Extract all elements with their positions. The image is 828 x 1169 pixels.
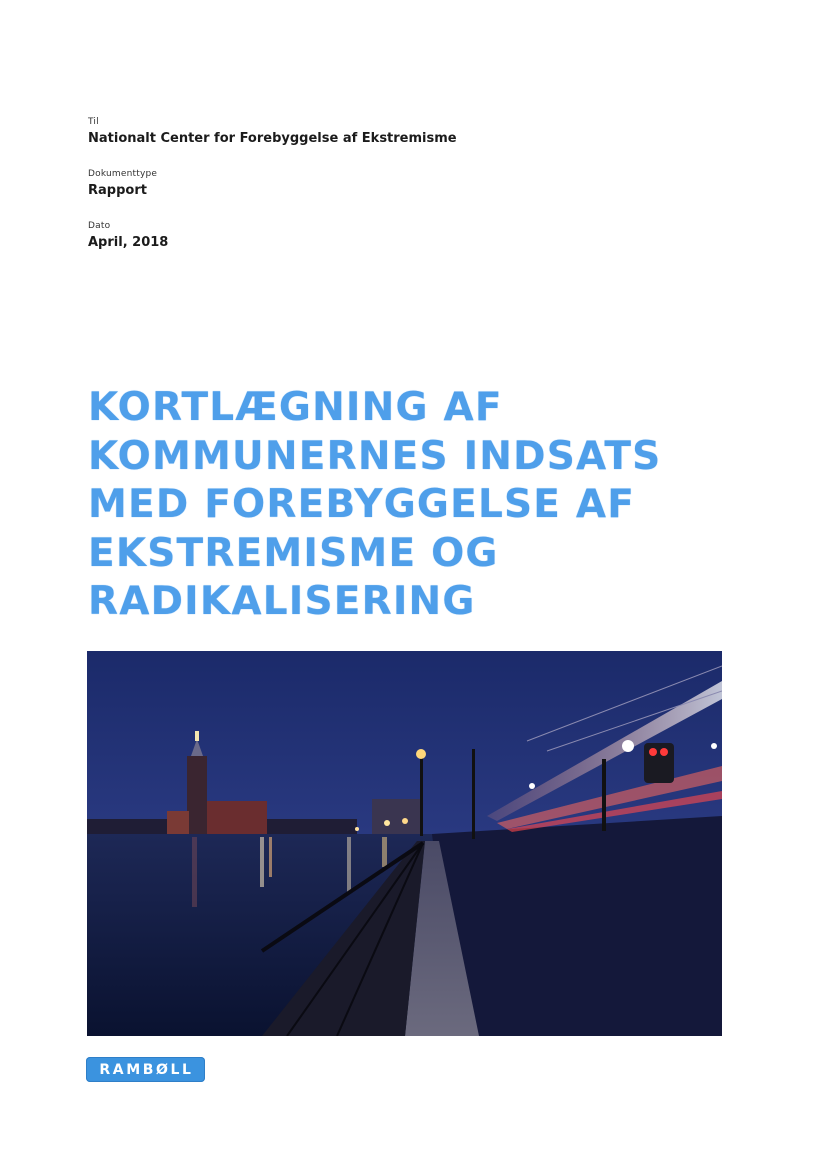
report-title: [88, 384, 728, 627]
title-line: KORTLÆGNING AF: [88, 385, 503, 430]
document-type-label: Dokumenttype: [88, 169, 158, 179]
recipient-value: Nationalt Center for Forebyggelse af Ekstremisme: [88, 131, 457, 146]
document-type-block: [88, 169, 157, 198]
cover-photo: [87, 651, 722, 1036]
date-label: Dato: [88, 221, 111, 231]
ramboll-logo: [86, 1057, 205, 1082]
date-block: [88, 221, 168, 250]
title-line: MED FOREBYGGELSE AF: [88, 482, 636, 527]
logo-text: RAMBØLL: [99, 1061, 194, 1078]
title-line: KOMMUNERNES INDSATS: [88, 433, 662, 479]
document-type-value: Rapport: [88, 183, 147, 198]
title-line: EKSTREMISME OG: [88, 530, 499, 576]
title-line: RADIKALISERING: [88, 579, 476, 624]
recipient-block: [88, 117, 457, 146]
date-value: April, 2018: [88, 235, 169, 250]
recipient-label: Til: [88, 117, 99, 127]
